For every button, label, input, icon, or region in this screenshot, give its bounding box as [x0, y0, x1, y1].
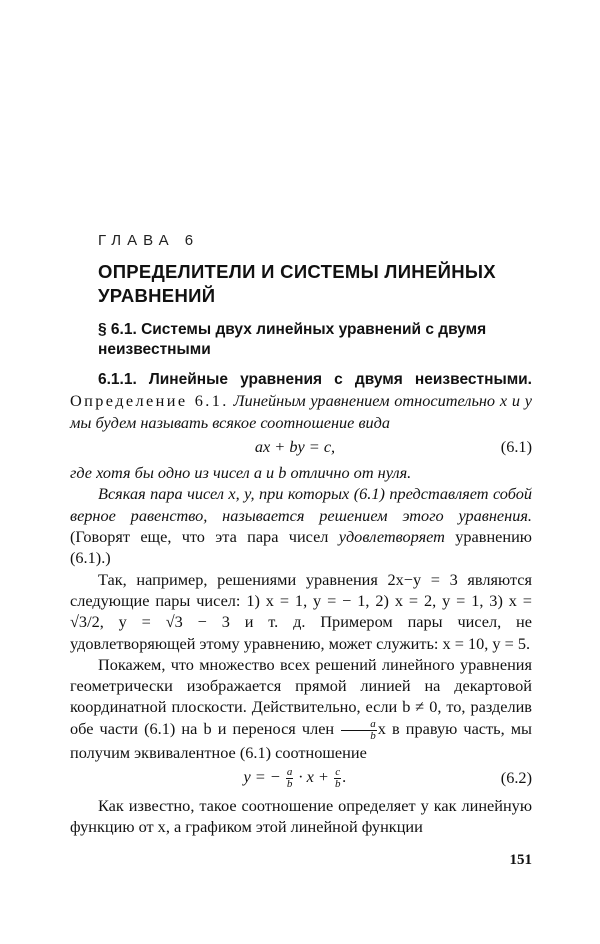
- solution-note-b: удовлетворяет: [338, 527, 445, 547]
- body-text: [70, 368, 532, 837]
- eq2-fa-num: a: [286, 765, 293, 778]
- book-page: [70, 0, 532, 944]
- example-text: Так, например, решениями уравнения 2x−y = 3 являются следующие пары чисел: 1) x = 1, y = − 1, 2) x = 2, y = 1, 3) x = √3/2, y = √3 − 3 и т. д. Примером пары чисел, не удовлетворяющей этому уравнению, может служить: x = 10, y = 5.: [70, 569, 532, 653]
- eq2-left: y = −: [243, 766, 281, 786]
- eq2-fc-den: b: [334, 777, 341, 790]
- fraction-a-over-b: [341, 719, 377, 742]
- eq2-fc-num: c: [335, 765, 341, 778]
- show-text-b: x в правую часть, мы получим эквивалентное (6.1) соотношение: [70, 718, 532, 762]
- show-text-a: Покажем, что множество всех решений линейного уравнения геометрически изображается прямой линией на декартовой координатной плоскости. Действительно, если b ≠ 0, то, разделив обе части (6.1) на b и перенося член: [70, 654, 532, 738]
- fraction-denominator: b: [370, 729, 376, 742]
- paragraph-example: [70, 569, 532, 654]
- after-eq1-text: где хотя бы одно из чисел a и b отлично от нуля.: [70, 463, 412, 483]
- paragraph-after-eq1: [70, 462, 532, 483]
- eq2-fraction-a: [286, 767, 294, 790]
- equation-6-2-formula: [70, 766, 492, 790]
- solution-note-c: уравнению (6.1).): [70, 527, 532, 568]
- equation-6-1-formula: ax + by = c,: [254, 436, 336, 456]
- definition-text: Линейным уравнением относительно x и y мы будем называть всякое соотношение вида: [70, 391, 532, 432]
- eq2-end: .: [342, 766, 347, 786]
- chapter-title: ОПРЕДЕЛИТЕЛИ И СИСТЕМЫ ЛИНЕЙНЫХ УРАВНЕНИЙ: [98, 261, 496, 306]
- paragraph-final: Как известно, такое соотношение определяет y как линейную функцию от x, а графиком этой линейной функции: [70, 795, 532, 836]
- chapter-label: ГЛАВА 6: [98, 232, 200, 249]
- section-title: § 6.1. Системы двух линейных уравнений с двумя неизвестными: [98, 321, 487, 358]
- solution-note-a: (Говорят еще, что эта пара чисел: [70, 527, 329, 547]
- paragraph-solution: [70, 483, 532, 568]
- paragraph-show: [70, 654, 532, 763]
- fraction-numerator: a: [341, 719, 377, 731]
- eq2-mid: · x +: [298, 766, 329, 786]
- definition-word: Определение 6.1.: [70, 391, 229, 411]
- page-number: 151: [509, 852, 532, 868]
- equation-6-2: [70, 766, 532, 790]
- equation-6-2-number: (6.2): [500, 768, 532, 788]
- equation-6-1-number: (6.1): [500, 436, 532, 456]
- solution-definition: Всякая пара чисел x, y, при которых (6.1) представляет собой верное равенство, называется решением этого уравнения.: [70, 484, 532, 525]
- eq2-fraction-c: [334, 767, 342, 790]
- equation-6-1: [70, 436, 532, 457]
- subsection-title: 6.1.1. Линейные уравнения с двумя неизвестными.: [98, 371, 532, 388]
- paragraph-definition: [70, 368, 532, 433]
- eq2-fa-den: b: [286, 777, 293, 790]
